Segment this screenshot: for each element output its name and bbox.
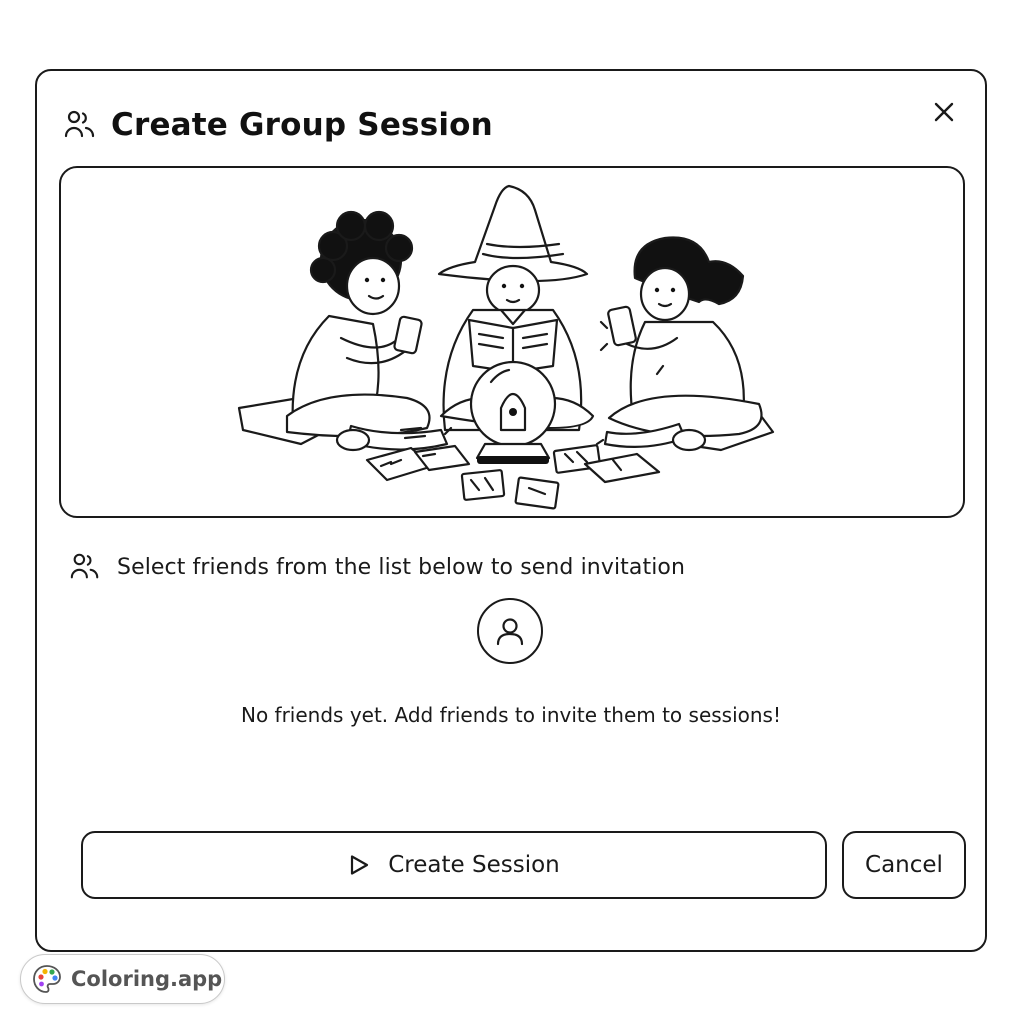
empty-friends-message: No friends yet. Add friends to invite them to sessions! (240, 703, 781, 727)
brand-badge[interactable] (20, 954, 225, 1004)
users-icon (63, 108, 97, 142)
dialog-title: Create Group Session (111, 107, 493, 143)
empty-friends-avatar (477, 598, 543, 664)
palette-icon (31, 963, 63, 995)
create-session-label: Create Session (388, 852, 560, 878)
crystal-ball (471, 362, 555, 464)
close-icon (933, 101, 955, 123)
create-group-session-dialog (35, 69, 987, 952)
users-icon (69, 551, 101, 583)
instruction-text: Select friends from the list below to send invitation (117, 554, 686, 580)
create-session-button[interactable] (81, 831, 827, 899)
child-right (605, 238, 762, 451)
cancel-button[interactable] (842, 831, 966, 899)
brand-name: Coloring.app (71, 967, 223, 991)
user-icon (492, 613, 528, 649)
close-button[interactable] (927, 95, 961, 129)
play-icon (348, 854, 370, 876)
dialog-header (63, 101, 493, 149)
child-left (287, 212, 447, 450)
friends-instruction (69, 549, 685, 585)
session-illustration (59, 166, 965, 518)
cancel-label: Cancel (865, 852, 943, 878)
